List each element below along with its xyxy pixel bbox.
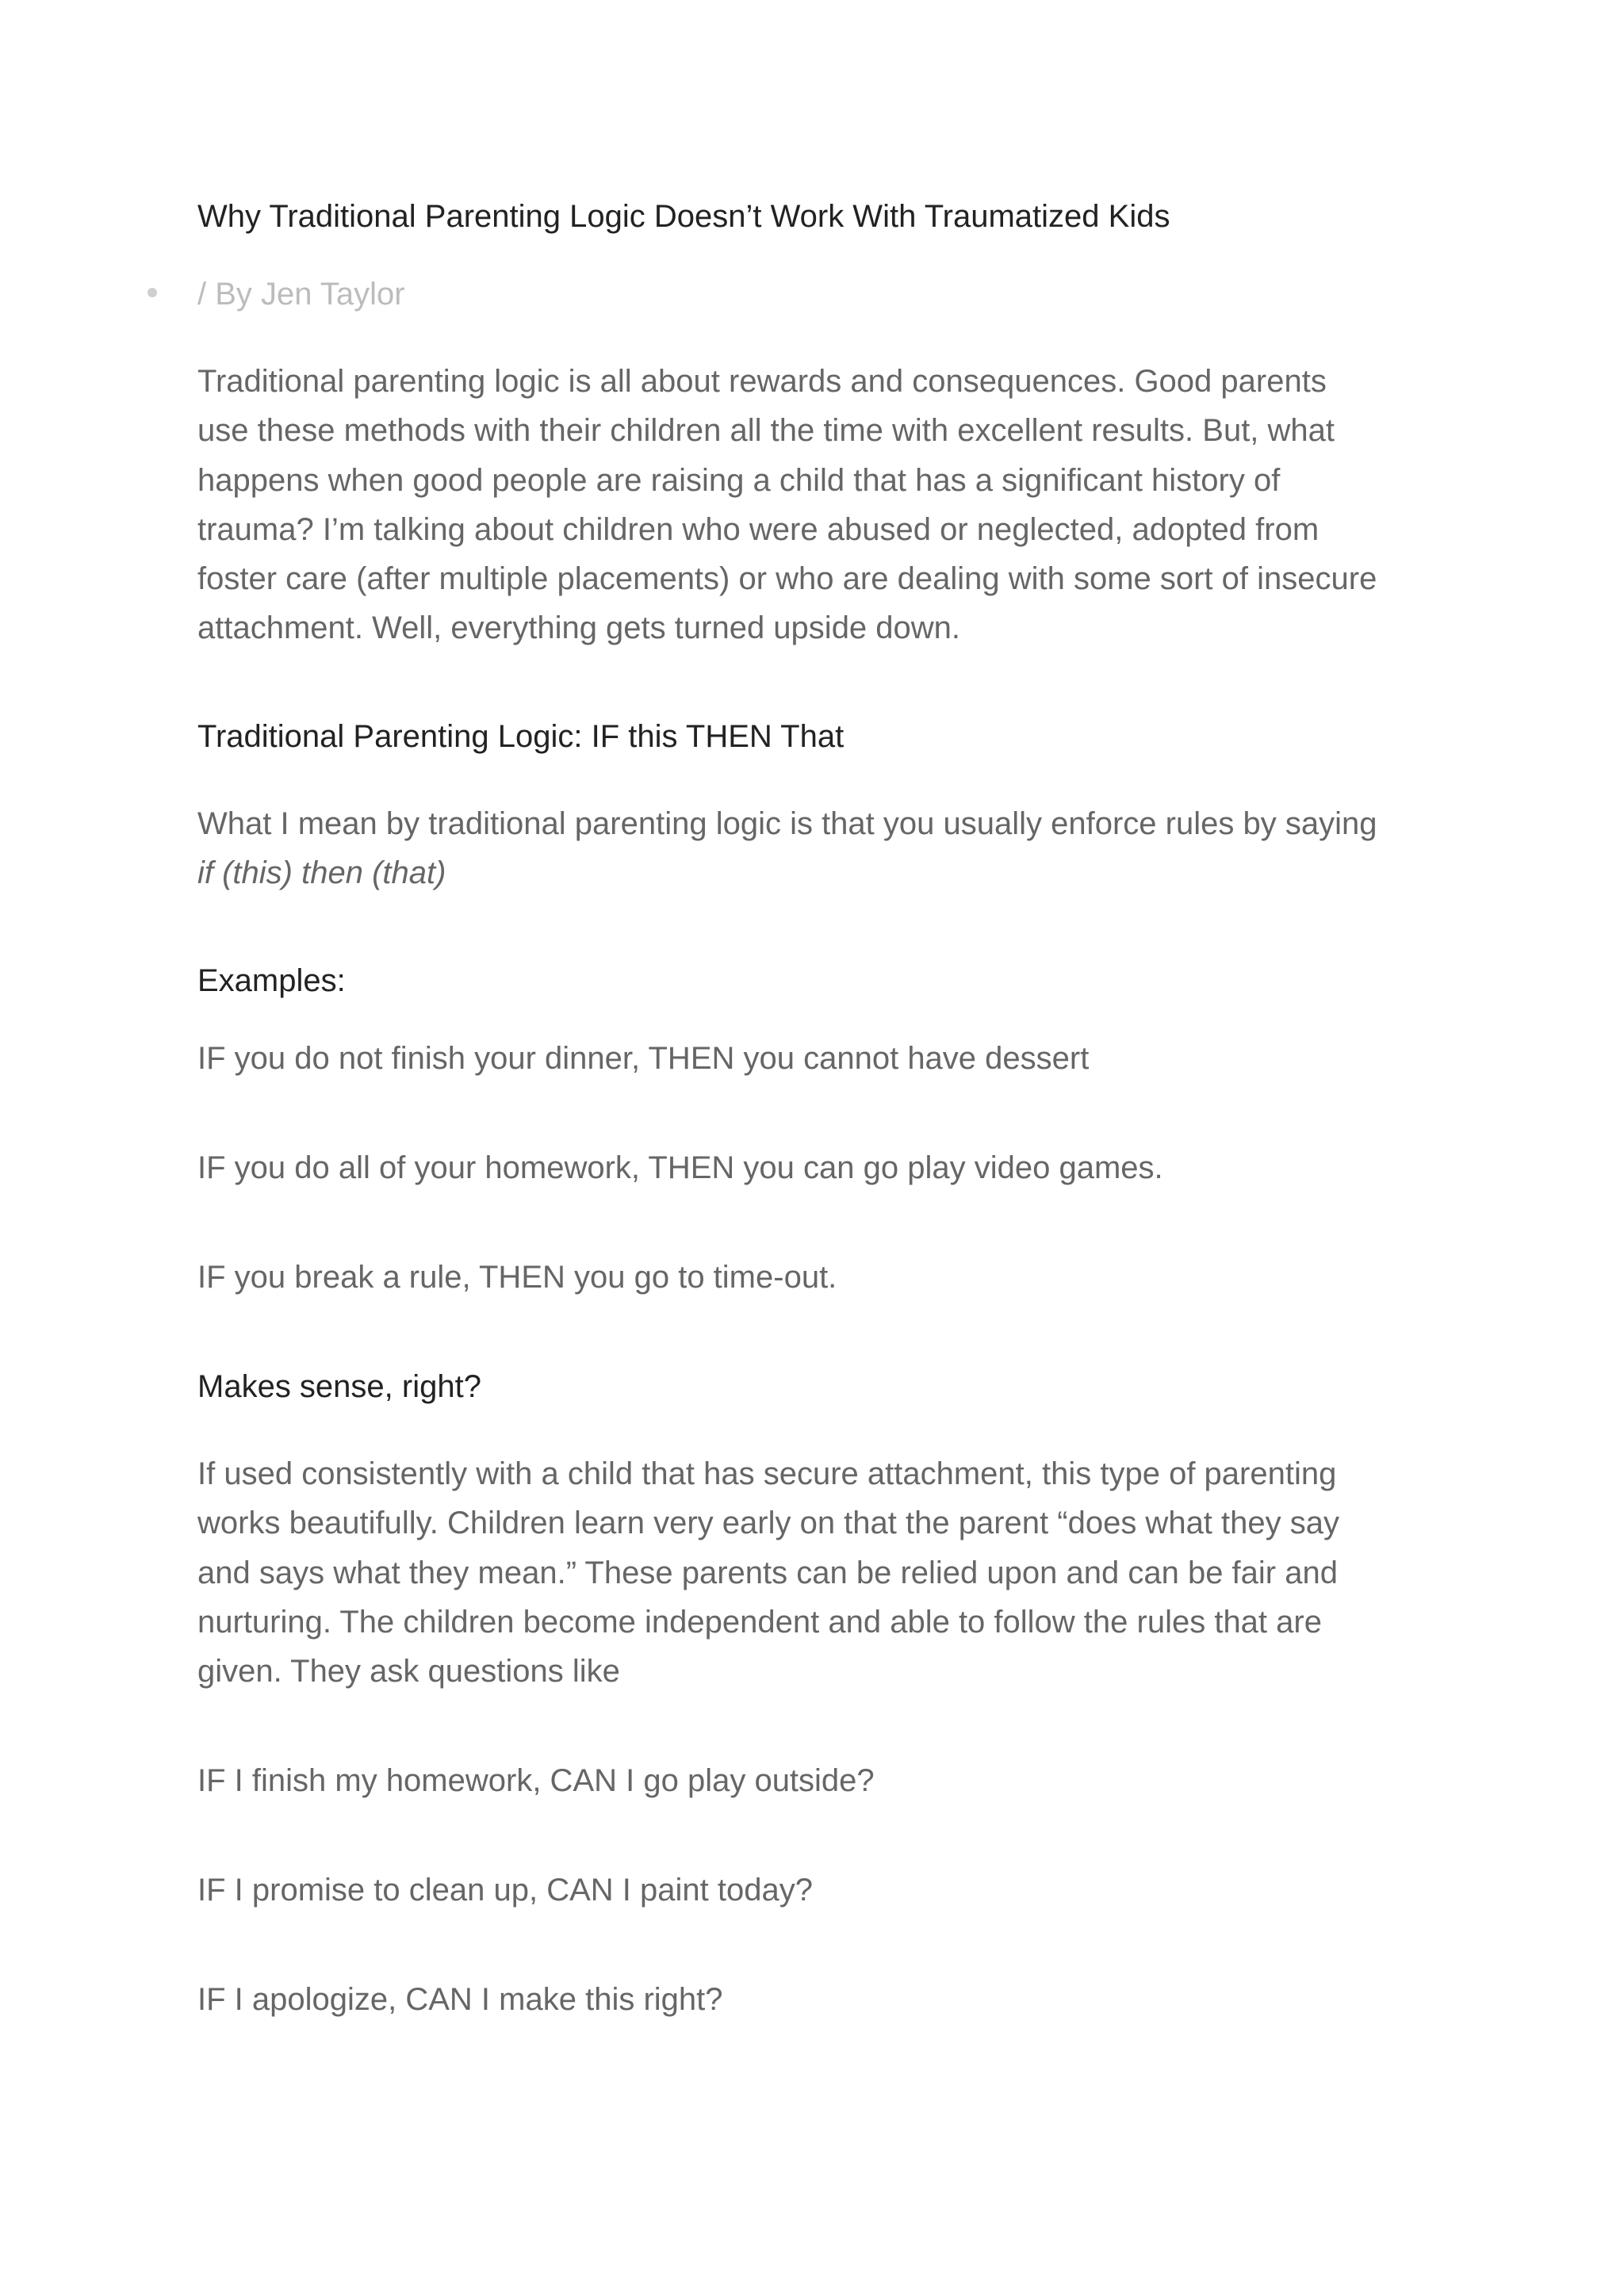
secure-line: If used consistently with a child that has secure attachment, this type of parenting [197,1456,1337,1491]
secure-line: and says what they mean.” These parents can be relied upon and can be fair and [197,1555,1338,1590]
logic-line: What I mean by traditional parenting logic is that you usually enforce rules by saying [197,806,1377,841]
intro-line: Traditional parenting logic is all about rewards and consequences. Good parents [197,364,1327,399]
intro-line: attachment. Well, everything gets turned upside down. [197,610,961,646]
subheading-logic: Traditional Parenting Logic: IF this THEN That [197,719,845,754]
examples-heading: Examples: [197,963,346,998]
intro-paragraph [197,357,1466,653]
example-item: IF you do all of your homework, THEN you can go play video games. [197,1150,1163,1185]
question-item: IF I apologize, CAN I make this right? [197,1982,723,2017]
secure-line: nurturing. The children become independent and able to follow the rules that are [197,1604,1322,1640]
makes-sense-heading: Makes sense, right? [197,1369,481,1404]
example-item: IF you break a rule, THEN you go to time-out. [197,1260,837,1295]
secure-line: given. They ask questions like [197,1654,620,1689]
byline: / By Jen Taylor [197,277,405,312]
bullet-dot [147,288,157,297]
logic-line-italic: if (this) then (that) [197,855,446,891]
intro-line: trauma? I’m talking about children who were abused or neglected, adopted from [197,511,1320,547]
logic-paragraph [197,799,1466,898]
question-item: IF I promise to clean up, CAN I paint today? [197,1873,813,1908]
secure-line: works beautifully. Children learn very early on that the parent “does what they say [197,1506,1339,1541]
secure-attachment-paragraph [197,1449,1466,1696]
intro-line: foster care (after multiple placements) or who are dealing with some sort of insecure [197,561,1377,597]
example-item: IF you do not finish your dinner, THEN you cannot have dessert [197,1041,1090,1076]
article-title: Why Traditional Parenting Logic Doesn’t Work With Traumatized Kids [197,199,1170,234]
intro-line: happens when good people are raising a child that has a significant history of [197,462,1281,498]
intro-line: use these methods with their children all the time with excellent results. But, what [197,413,1335,449]
question-item: IF I finish my homework, CAN I go play outside? [197,1763,875,1798]
